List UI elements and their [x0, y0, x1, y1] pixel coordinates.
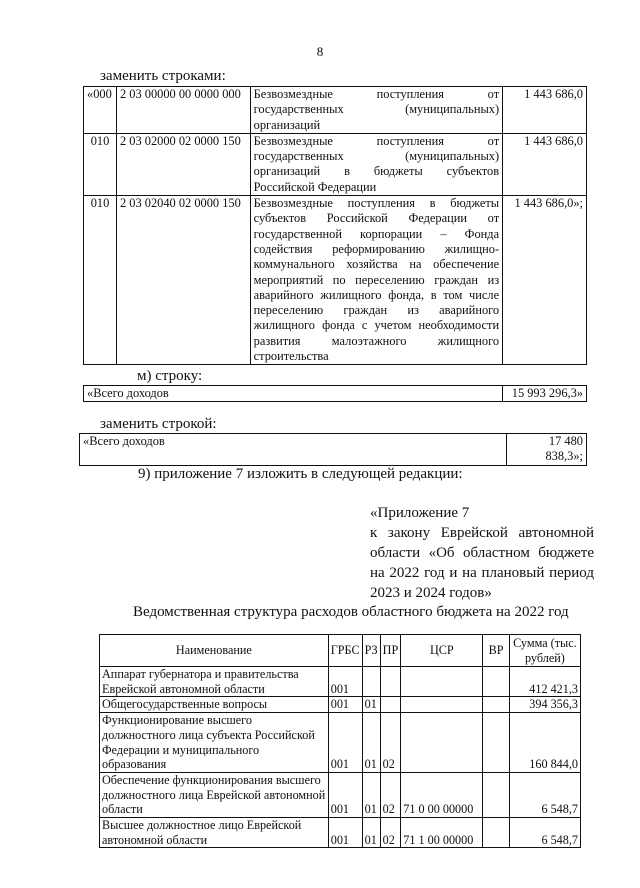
- table-row: [100, 772, 581, 817]
- col-csr: ЦСР: [401, 635, 483, 667]
- cell-rz: 01: [362, 713, 380, 773]
- desc-line: государственной корпорации – Фонда: [253, 226, 500, 241]
- appendix-caption: [370, 503, 594, 603]
- replace-row-intro: заменить строкой:: [100, 416, 217, 432]
- cell-grbs: 001: [328, 667, 362, 697]
- cell-pr: [380, 697, 401, 713]
- appendix-line: к закону Еврейской автономной: [370, 525, 594, 541]
- cell-pr: [380, 667, 401, 697]
- col-vr: ВР: [483, 635, 509, 667]
- name-line: Высшее должностное лицо Еврейской: [102, 818, 302, 833]
- appendix-line: области «Об областном бюджете: [370, 545, 594, 561]
- col-pr: ПР: [380, 635, 401, 667]
- cell-vr: [483, 667, 509, 697]
- desc-line: строительства: [253, 349, 329, 364]
- table-row: [80, 434, 587, 466]
- appendix-line: 2023 и 2024 годов»: [370, 585, 492, 601]
- appendix-line: «Приложение 7: [370, 505, 470, 521]
- row-name: [100, 713, 329, 773]
- cell-rz: 01: [362, 818, 380, 848]
- amount: 1 443 686,0: [503, 87, 587, 134]
- name-line: Функционирование высшего: [102, 713, 252, 728]
- desc-line: Безвозмездные поступления от: [253, 87, 500, 101]
- name-line: Еврейской автономной области: [102, 681, 265, 696]
- appendix-line: на 2022 год и на плановый период: [370, 565, 594, 581]
- row-name: [100, 667, 329, 697]
- row-description: [250, 196, 502, 365]
- code-budget: 2 03 00000 00 0000 000: [116, 87, 250, 134]
- cell-pr: 02: [380, 772, 401, 817]
- table-row: [100, 697, 581, 713]
- code-admin: 010: [84, 196, 117, 365]
- cell-rz: [362, 667, 380, 697]
- cell-csr: [401, 697, 483, 713]
- row-name: [100, 772, 329, 817]
- desc-line: развития малоэтажного жилищного: [253, 333, 500, 348]
- table-row: [100, 818, 581, 848]
- replace-rows-intro: заменить строками:: [100, 68, 226, 84]
- amount: 1 443 686,0»;: [503, 196, 587, 365]
- desc-line: организаций в бюджеты субъектов: [253, 164, 500, 179]
- total-amount: 17 480 838,3»;: [507, 434, 587, 466]
- code-budget: 2 03 02040 02 0000 150: [116, 196, 250, 365]
- code-admin: 010: [84, 133, 117, 195]
- cell-csr: 71 0 00 00000: [401, 772, 483, 817]
- col-grbs: ГРБС: [328, 635, 362, 667]
- col-rz: РЗ: [362, 635, 380, 667]
- total-amount: 15 993 296,3»: [503, 386, 587, 402]
- table-row: [100, 713, 581, 773]
- cell-sum: 160 844,0: [509, 713, 580, 773]
- total-label: «Всего доходов: [80, 434, 507, 466]
- name-line: Общегосударственные вопросы: [102, 697, 268, 712]
- cell-grbs: 001: [328, 713, 362, 773]
- item-9: 9) приложение 7 изложить в следующей редакции:: [138, 466, 463, 482]
- expense-structure-table: [99, 634, 581, 848]
- cell-vr: [483, 697, 509, 713]
- cell-pr: 02: [380, 713, 401, 773]
- table-row: [84, 87, 587, 134]
- desc-line: государственных (муниципальных): [253, 149, 500, 164]
- name-line: Обеспечение функционирования высшего: [102, 772, 321, 787]
- desc-line: мероприятий по переселению граждан из: [253, 272, 500, 287]
- cell-csr: [401, 667, 483, 697]
- desc-line: организаций: [253, 117, 321, 132]
- col-sum: Сумма (тыс. рублей): [509, 635, 580, 667]
- name-line: Аппарат губернатора и правительства: [102, 667, 299, 681]
- structure-title: Ведомственная структура расходов областного бюджета на 2022 год: [133, 604, 569, 620]
- row-name: [100, 818, 329, 848]
- table-row: [84, 196, 587, 365]
- cell-rz: 01: [362, 772, 380, 817]
- total-row-old: [83, 385, 587, 402]
- revenue-table: [83, 86, 587, 365]
- desc-line: аварийного жилищного фонда, в том числе: [253, 287, 500, 302]
- table-row: [84, 133, 587, 195]
- total-row-new: [79, 433, 587, 466]
- cell-vr: [483, 713, 509, 773]
- name-line: Федерации и муниципального образования: [102, 742, 260, 772]
- row-description: [250, 133, 502, 195]
- row-name: [100, 697, 329, 713]
- desc-line: жилищного фонда с учетом необходимости: [253, 318, 500, 333]
- total-label: «Всего доходов: [84, 386, 503, 402]
- amount: 1 443 686,0: [503, 133, 587, 195]
- name-line: области: [102, 802, 143, 817]
- cell-vr: [483, 818, 509, 848]
- desc-line: содействия реформированию жилищно-: [253, 241, 500, 256]
- cell-grbs: 001: [328, 772, 362, 817]
- desc-line: государственных (муниципальных): [253, 102, 500, 117]
- cell-vr: [483, 772, 509, 817]
- cell-pr: 02: [380, 818, 401, 848]
- code-budget: 2 03 02000 02 0000 150: [116, 133, 250, 195]
- cell-grbs: 001: [328, 697, 362, 713]
- row-description: [250, 87, 502, 134]
- name-line: автономной области: [102, 832, 208, 847]
- name-line: должностного лица Еврейской автономной: [102, 787, 326, 802]
- cell-rz: 01: [362, 697, 380, 713]
- item-m-intro: м) строку:: [137, 368, 203, 384]
- cell-csr: [401, 713, 483, 773]
- code-admin: «000: [84, 87, 117, 134]
- cell-sum: 6 548,7: [509, 772, 580, 817]
- cell-sum: 6 548,7: [509, 818, 580, 848]
- table-row: [84, 386, 587, 402]
- desc-line: Безвозмездные поступления в бюджеты: [253, 196, 500, 211]
- desc-line: Безвозмездные поступления от: [253, 133, 500, 148]
- desc-line: коммунального хозяйства на обеспечение: [253, 257, 500, 272]
- desc-line: субъектов Российской Федерации от: [253, 211, 500, 226]
- cell-grbs: 001: [328, 818, 362, 848]
- col-name: Наименование: [100, 635, 329, 667]
- desc-line: Российской Федерации: [253, 179, 377, 194]
- page-number: 8: [316, 44, 324, 59]
- cell-sum: 412 421,3: [509, 667, 580, 697]
- table-header: [100, 635, 581, 667]
- name-line: должностного лица субъекта Российской: [102, 727, 315, 742]
- cell-sum: 394 356,3: [509, 697, 580, 713]
- cell-csr: 71 1 00 00000: [401, 818, 483, 848]
- table-row: [100, 667, 581, 697]
- desc-line: переселению граждан из аварийного: [253, 303, 500, 318]
